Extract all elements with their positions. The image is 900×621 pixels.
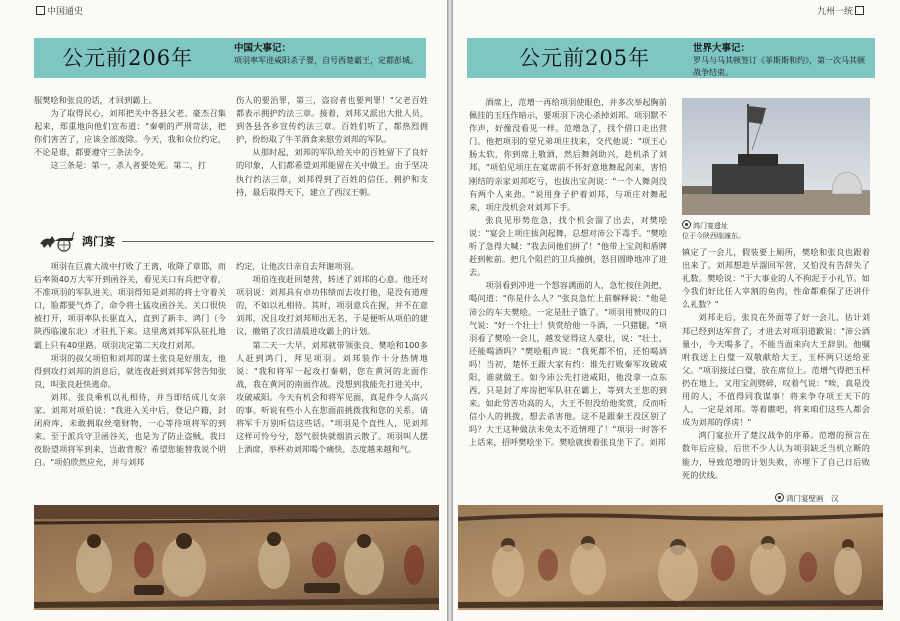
event-title: 世界大事记：	[693, 43, 751, 54]
paragraph: 约定，让他次日亲自去拜谢项羽。	[236, 261, 359, 271]
paragraph: 张良见形势危急，找个机会溜了出去，对樊哙说："宴会上项庄拔剑起舞，总想对沛公下毒手。"樊哙听了急得大喊："我去同他们拼了！"他带上宝剑和盾牌赶到帐前。把几个阻拦的卫兵撞倒，怒目圆睁地冲了进去。	[469, 214, 667, 278]
text-column-4	[236, 260, 428, 456]
text-column-3	[34, 260, 226, 470]
mural-caption: 鸿门宴壁画 汉	[775, 493, 839, 504]
event-title: 中国大事记：	[234, 43, 292, 54]
year-title: 公元前206年	[62, 46, 194, 70]
paragraph: 镇定了一会儿，假装要上厕所，樊哙和张良也跟着出来了。刘邦想趁早溜回军营，又怕没有告辞失了礼数。樊哙说："干大事业的人不拘泥于小礼节。如今我们好比任人宰割的鱼肉，性命都难保了还讲什么礼数？"	[682, 247, 870, 310]
paragraph: 从那时起，刘邦的军队给关中的百姓留下了良好的印象，人们都希望刘邦能留在关中做王。由于坚决执行约法三章，刘邦得到了百姓的信任、拥护和支持，最后取得天下，建立了西汉王朝。	[236, 147, 428, 197]
paragraph: 鸿门宴拉开了楚汉战争的序幕。范增的预言在数年后应验，后世不少人认为项羽缺乏当机立断的能力，导致范增的计划失败，亦埋下了自己日后败死的伏线。	[682, 430, 870, 480]
square-icon	[855, 6, 864, 15]
paragraph: 服樊哙和张良的话，才回到霸上。	[34, 95, 157, 105]
divider	[122, 241, 434, 242]
event-box	[234, 43, 420, 67]
event-text: 项羽率军进咸阳杀子婴，自号西楚霸王，定都彭城。	[234, 56, 418, 65]
left-page	[0, 0, 447, 621]
section-heading	[34, 228, 434, 254]
paragraph: 项羽看到冲进一个怒容满面的人，急忙按住剑把，喝问道："你是什么人？"张良急忙上前解释说："他是沛公的车夫樊哙。一定是肚子饿了。"项羽用赞叹的口气说："好一个壮士！快赏给他一斗酒，一只猪腿。"项羽看了樊哙一会儿，越发觉得这人豪壮，说："壮士，还能喝酒吗？"樊哙粗声说："我死都不怕，还怕喝酒吗！当初，楚怀王跟大家有约：谁先打败秦军攻破咸阳，谁就做王。如今沛公先打进咸阳，他没拿一点东西，只是封了库房把军队驻在霸上，等到大王您的到来。如此劳苦功高的人，大王不但没给他奖赏，反而听信小人的挑拨，想去杀害他。这不是跟秦王没区别了吗？大王这种做法未免太不近情理了！"项羽一时答不上话来，招呼樊哙坐下。樊哙就挨着张良坐下了。刘邦	[469, 280, 667, 448]
mural-image-right	[458, 505, 883, 610]
square-icon	[36, 6, 45, 15]
running-head-left: 中国通史	[34, 4, 83, 17]
mural-image-left	[34, 505, 439, 610]
paragraph: 伤人的要治罪，第三，盗窃者也要判罪！"父老百姓都表示拥护约法三章。接着，刘邦又派出大批人员，到各县各乡宣传约法三章。百姓们听了，都热烈拥护，纷纷取了牛羊酒食来慰劳刘邦的军队。	[236, 95, 428, 145]
year-banner-right	[467, 38, 875, 78]
site-photo	[682, 98, 870, 215]
text-column-1	[34, 94, 226, 173]
event-text: 罗马与马其顿签订《菲斯斯和约》，第一次马其顿战争结束。	[693, 56, 865, 77]
year-title: 公元前205年	[519, 46, 651, 70]
paragraph: 刘邦走后，张良在外面等了好一会儿，估计刘邦已经到达军营了，才进去对项羽道歉说："沛公酒量小，今天喝多了，不能当面来向大王辞别。他嘱咐我送上白璧一双敬献给大王，玉杯两只送给亚父。"项羽接过白璧，放在席位上。范增气得把玉杯扔在地上，又用宝剑劈碎，叹着气说："唉，真是没用的人，不值得同我谋事！将来争夺项王天下的人，一定是刘邦。等着瞧吧，将来咱们这些人都会成为刘邦的俘虏！"	[682, 312, 870, 428]
bullet-icon	[775, 493, 784, 502]
paragraph: 项羽的叔父项伯和刘邦的谋士张良是好朋友，他得到攻打刘邦的消息后，就连夜赶到刘邦军营告知张良，叫张良赶快逃命。	[34, 352, 226, 389]
event-box	[693, 43, 871, 79]
bullet-icon	[682, 220, 691, 229]
paragraph: 刘邦、张良乘机以礼相待，并当即结成儿女亲家。刘邦对项伯说："我进入关中后，登记户籍，封闭府库，未敢拥取丝毫财物，一心等待项将军的到来。至于派兵守卫函谷关，也是为了防止盗贼。我日夜盼望项将军到来，岂敢背叛？希望您能替我说个明白。"项伯欣然应允，并与刘邦	[34, 391, 226, 468]
paragraph: 为了取得民心，刘邦把关中各县父老、豪杰召集起来，郑重地向他们宣布道："秦朝的严刑苛法，把你们害苦了，应该全部废除。今天，我和众位约定，不论是谁，都要遵守三条法令。	[34, 108, 226, 158]
paragraph: 这三条是：第一，杀人者要处死。第二，打	[50, 160, 206, 171]
text-column-2	[236, 94, 428, 199]
paragraph: 第二天一大早，刘邦就带领张良、樊哙和100多人赶到鸿门，拜见项羽。刘邦装作十分热情地说："我和将军一起攻打秦朝，您在黄河的北面作战，我在黄河的南面作战。没想到我能先打进关中，攻破咸阳。今天有机会和将军见面，真是件令人高兴的事。听说有些小人在您面前挑拨我和您的关系，请将军千万别听信这些话。"项羽是个直性人，见刘邦这样可怜兮兮，怒气很快就烟消云散了。项羽叫人摆上酒席，举杯劝刘邦喝个痛快，态度越来越和气。	[236, 339, 428, 455]
paragraph: 酒席上，范增一再给项羽使眼色，并多次举起胸前佩挂的玉珏作暗示，要项羽下决心杀掉刘邦。项羽默不作声，好像没看见一样。范增急了，找个借口走出营门。他把项羽的堂兄弟项庄找来，交代他说："项王心肠太软，你到席上敬酒，然后舞剑助兴，趁机杀了刘邦。"项伯见项庄在宴席前不怀好意地舞起剑来，害怕刚结的亲家刘邦吃亏，也拔出宝剑说："一个人舞剑没有两个人来劲。"说用身子护着刘邦，与项庄对舞起来，项庄没机会对刘邦下手。	[469, 97, 667, 212]
paragraph: 项羽在巨鹿大战中打败了王离，收降了章邯，而后率领40万大军开到函谷关，看见关口有兵把守着，不准项羽的军队进关。项羽得知是刘邦的将士守着关口，脸都要气炸了，命令将士猛攻函谷关。关口很快被打开，项羽率队长驱直入，直到了新丰、鸿门（今陕西临潼东北）才驻扎下来。这里离刘邦军队驻扎地霸上只有40里路。项羽决定第二天攻打刘邦。	[34, 261, 226, 350]
section-title: 鸿门宴	[82, 235, 115, 248]
text-column-2-right	[682, 246, 870, 482]
text-column-1	[469, 96, 667, 450]
running-head-right: 九州一统	[817, 4, 866, 17]
photo-caption-text: 位于今陕西临潼东。	[682, 232, 745, 240]
chariot-icon	[34, 230, 78, 252]
paragraph: 项伯连夜赶回楚营，转述了刘邦的心意。他还对项羽说：刘邦具有卓功伟绩而去攻打他，是没有道理的，不如以礼相待。其时，项羽意兵在握，并不在意刘邦，况且攻打刘邦师出无名，于是便听从项伯的建议，撤销了次日清晨进攻霸上的计划。	[236, 274, 428, 337]
photo-caption: 鸿门宴遗址 位于今陕西临潼东。	[682, 220, 870, 241]
year-banner-left	[34, 38, 426, 78]
